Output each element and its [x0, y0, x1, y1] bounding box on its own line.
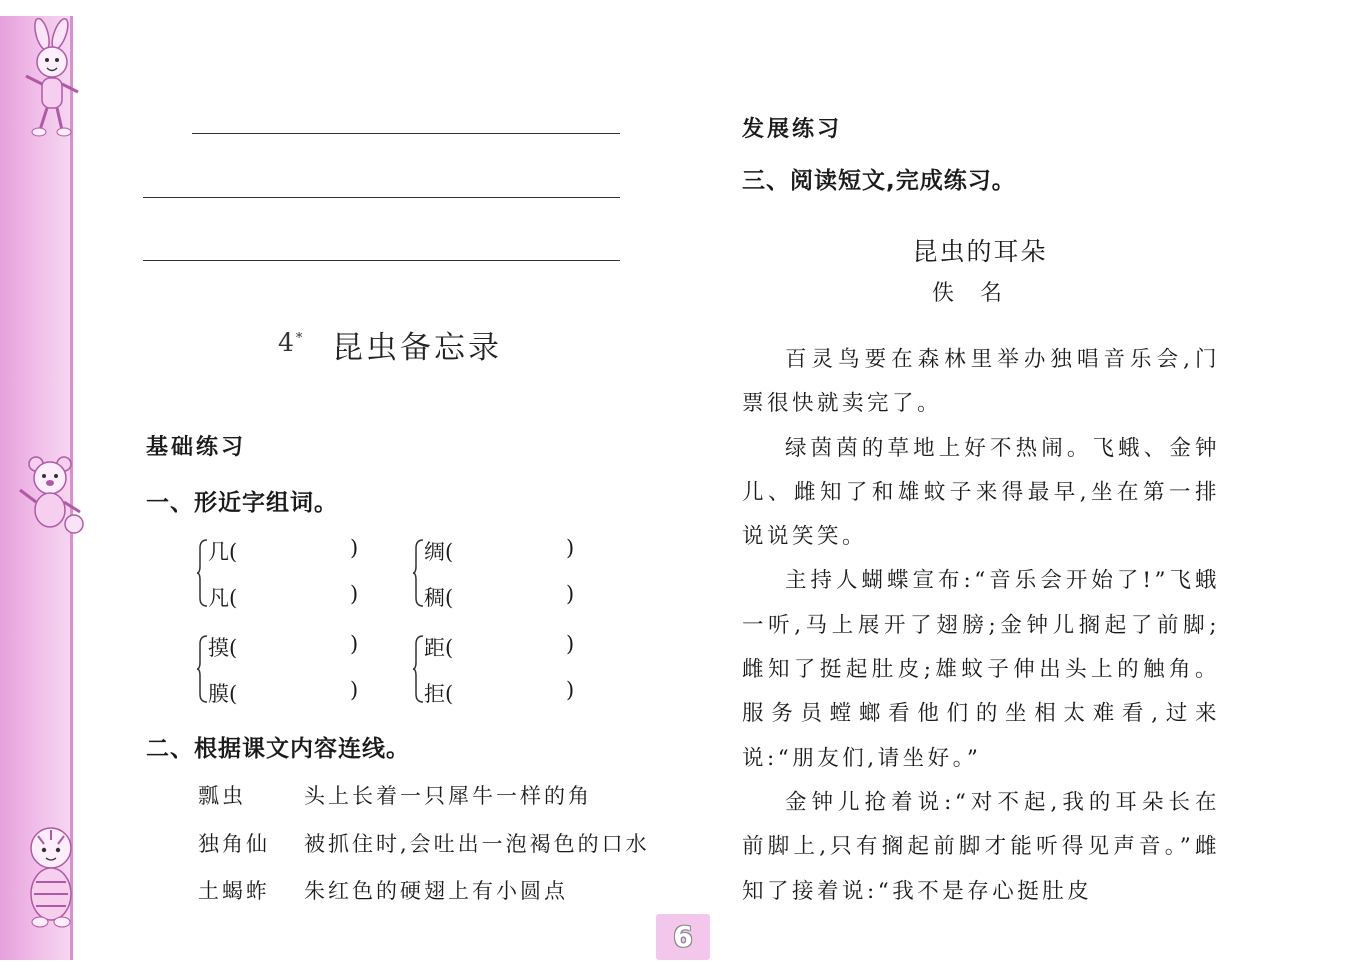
passage-author: 佚名 — [931, 281, 1028, 306]
writing-line-2 — [143, 197, 620, 198]
writing-line-1 — [192, 133, 620, 134]
bear-cartoon-icon — [14, 450, 88, 540]
q1-group1-bottom: 凡( — [208, 586, 238, 610]
q1-group2-top: 绸( — [424, 540, 454, 564]
match-right-1: 头上长着一只犀牛一样的角 — [304, 784, 592, 808]
q1-group3-bottom-paren: ) — [350, 678, 359, 702]
q1-group3-bottom: 膜( — [208, 682, 238, 706]
brace-group-4 — [412, 634, 424, 708]
q1-group4-bottom: 拒( — [424, 682, 454, 706]
q1-group2-bottom-paren: ) — [566, 582, 575, 606]
q1-group4-top-paren: ) — [566, 632, 575, 656]
basic-practice-heading: 基础练习 — [146, 435, 247, 460]
q1-group2-bottom: 稠( — [424, 586, 454, 610]
q1-group1-bottom-paren: ) — [350, 582, 359, 606]
passage-paragraph-2: 绿茵茵的草地上好不热闹。飞蛾、金钟儿、雌知了和雄蚊子来得最早,坐在第一排说说笑笑。 — [742, 435, 1220, 550]
question-3-heading: 三、阅读短文,完成练习。 — [742, 168, 1016, 194]
tiger-cartoon-icon — [16, 820, 86, 932]
q1-group3-top: 摸( — [208, 636, 238, 660]
passage-paragraph-1: 百灵鸟要在森林里举办独唱音乐会,门票很快就卖完了。 — [742, 347, 1220, 417]
match-left-3: 土蝎蚱 — [198, 879, 270, 903]
q1-group4-bottom-paren: ) — [566, 678, 575, 702]
passage-paragraph-3: 主持人蝴蝶宣布:“音乐会开始了!”飞蛾一听,马上展开了翅膀;金钟儿搁起了前脚;雌知了挺起肚皮;雄蚊子伸出头上的触角。服务员螳螂看他们的坐相太难看,过来说:“朋友们,请坐好。” — [742, 568, 1220, 771]
reading-passage — [742, 338, 1220, 914]
match-left-1: 瓢虫 — [198, 784, 246, 808]
lesson-number: 4 * — [278, 328, 303, 357]
rabbit-cartoon-icon — [12, 18, 92, 140]
development-practice-heading: 发展练习 — [742, 117, 843, 142]
q1-group3-top-paren: ) — [350, 632, 359, 656]
question-2-heading: 二、根据课文内容连线。 — [146, 736, 410, 762]
q1-group4-top: 距( — [424, 636, 454, 660]
match-right-2: 被抓住时,会吐出一泡褐色的口水 — [304, 832, 650, 856]
brace-group-2 — [412, 538, 424, 612]
match-right-3: 朱红色的硬翅上有小圆点 — [304, 879, 568, 903]
page-number: 6 — [673, 920, 693, 953]
match-left-2: 独角仙 — [198, 832, 270, 856]
page-number-box — [656, 914, 710, 960]
passage-paragraph-4: 金钟儿抢着说:“对不起,我的耳朵长在前脚上,只有搁起前脚才能听得见声音。”雌知了接着说:“我不是存心挺肚皮 — [742, 789, 1220, 904]
lesson-title: 昆虫备忘录 — [332, 330, 502, 366]
question-1-heading: 一、形近字组词。 — [146, 490, 338, 516]
brace-group-1 — [196, 538, 208, 612]
q1-group1-top: 几( — [208, 540, 238, 564]
q1-group1-top-paren: ) — [350, 536, 359, 560]
brace-group-3 — [196, 634, 208, 708]
writing-line-3 — [143, 260, 620, 261]
passage-title: 昆虫的耳朵 — [912, 237, 1048, 266]
q1-group2-top-paren: ) — [566, 536, 575, 560]
